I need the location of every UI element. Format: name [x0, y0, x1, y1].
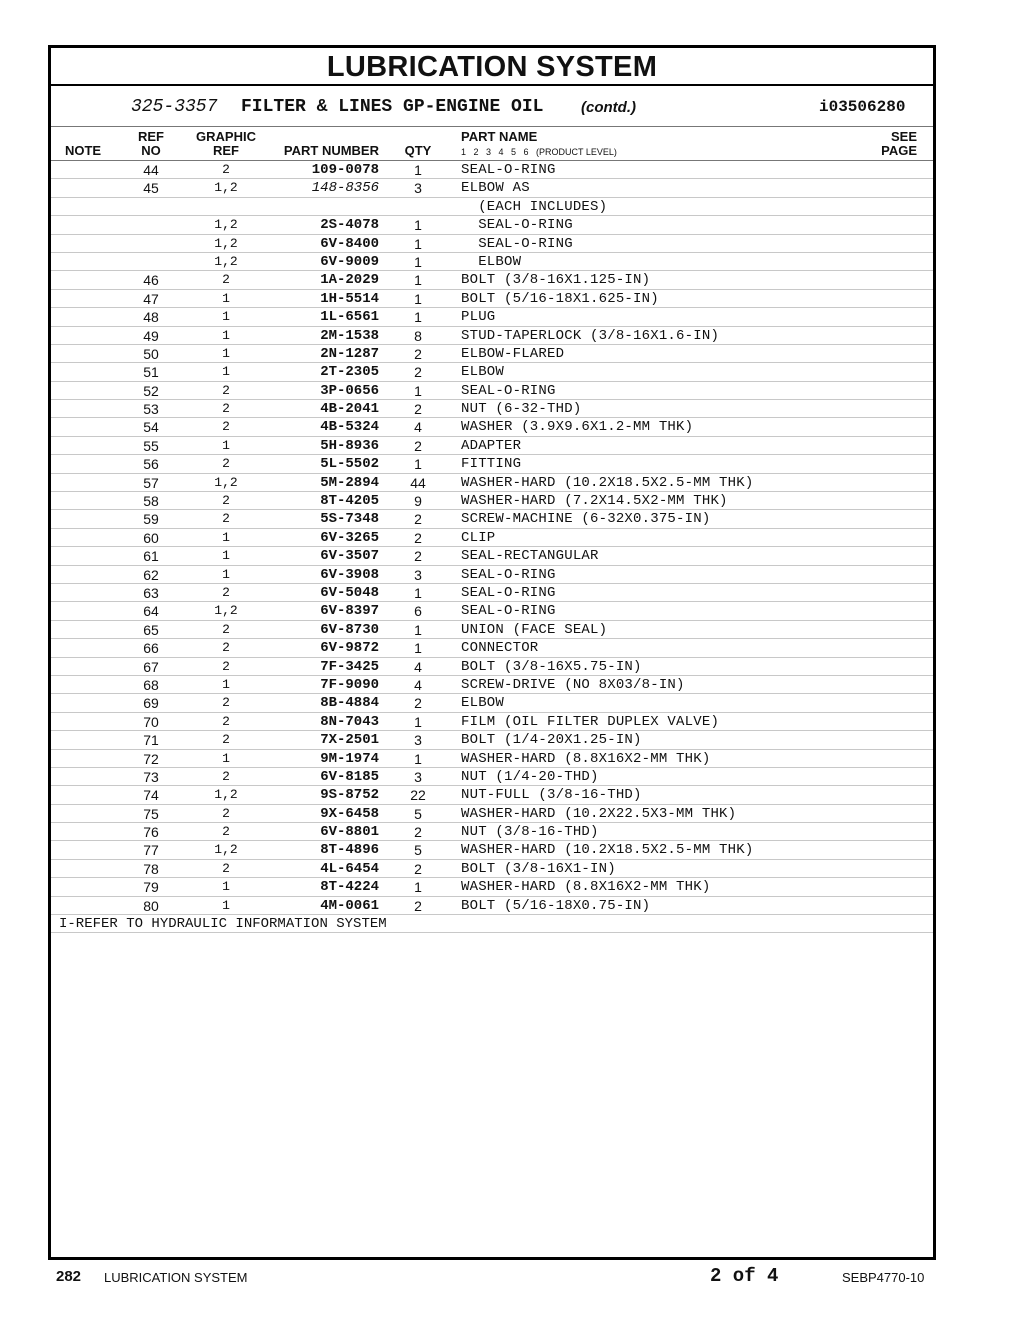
table-row — [51, 676, 933, 694]
table-row — [51, 768, 933, 786]
cell-qty: 8 — [414, 327, 422, 344]
cell-ref-no: 67 — [143, 658, 159, 675]
cell-part-number: 5L-5502 — [320, 456, 379, 473]
cell-part-name: FITTING — [461, 456, 522, 473]
cell-qty: 2 — [414, 897, 422, 914]
cell-part-name: ELBOW — [461, 253, 522, 270]
cell-part-name: WASHER-HARD (10.2X22.5X3-MM THK) — [461, 805, 737, 822]
cell-part-number: 6V-3507 — [320, 548, 379, 565]
cell-qty: 1 — [414, 621, 422, 638]
table-header — [51, 127, 933, 161]
footer-doc-id: SEBP4770-10 — [842, 1270, 925, 1285]
cell-part-name: NUT (1/4-20-THD) — [461, 768, 599, 785]
cell-part-number: 6V-8400 — [320, 235, 379, 252]
table-row — [51, 750, 933, 768]
table-row — [51, 179, 933, 197]
cell-part-number: 1A-2029 — [320, 272, 379, 289]
cell-part-number: 1L-6561 — [320, 309, 379, 326]
cell-graphic-ref: 2 — [222, 860, 230, 876]
col-graphic-header-2: REF — [213, 143, 239, 158]
footnote: I-REFER TO HYDRAULIC INFORMATION SYSTEM — [51, 915, 933, 933]
cell-ref-no: 73 — [143, 768, 159, 785]
table-row — [51, 363, 933, 381]
cell-part-name: ADAPTER — [461, 437, 522, 454]
cell-graphic-ref: 2 — [222, 584, 230, 600]
cell-graphic-ref: 2 — [222, 640, 230, 656]
cell-graphic-ref: 1,2 — [214, 180, 238, 196]
cell-ref-no: 64 — [143, 603, 159, 620]
cell-part-number: 9X-6458 — [320, 805, 379, 822]
cell-part-number: 3P-0656 — [320, 382, 379, 399]
cell-ref-no: 50 — [143, 345, 159, 362]
cell-qty: 6 — [414, 603, 422, 620]
group-header — [51, 86, 933, 127]
cell-ref-no: 45 — [143, 180, 159, 197]
cell-part-number: 7X-2501 — [320, 732, 379, 749]
cell-part-name: SEAL-O-RING — [461, 162, 556, 178]
cell-part-name: WASHER-HARD (8.8X16X2-MM THK) — [461, 750, 711, 767]
cell-graphic-ref: 1 — [222, 327, 230, 343]
cell-qty: 2 — [414, 824, 422, 841]
cell-qty: 44 — [410, 474, 426, 491]
group-id: i03506280 — [819, 98, 906, 116]
table-row — [51, 253, 933, 271]
table-row — [51, 566, 933, 584]
table-row — [51, 271, 933, 289]
cell-ref-no: 58 — [143, 493, 159, 510]
table-row — [51, 216, 933, 234]
cell-part-number: 6V-8185 — [320, 768, 379, 785]
cell-part-number: 2M-1538 — [320, 327, 379, 344]
cell-part-number: 6V-5048 — [320, 584, 379, 601]
table-row — [51, 418, 933, 436]
table-row — [51, 510, 933, 528]
table-row — [51, 658, 933, 676]
cell-part-name: ELBOW — [461, 364, 505, 381]
cell-graphic-ref: 1 — [222, 750, 230, 766]
cell-part-number: 8T-4896 — [320, 842, 379, 859]
cell-qty: 1 — [414, 217, 422, 234]
cell-graphic-ref: 1 — [222, 529, 230, 545]
cell-part-number: 2T-2305 — [320, 364, 379, 381]
cell-part-name: ELBOW-FLARED — [461, 345, 565, 362]
cell-qty: 1 — [414, 750, 422, 767]
group-number: 325-3357 — [131, 97, 218, 117]
cell-part-name: BOLT (5/16-18X1.625-IN) — [461, 290, 659, 307]
cell-part-number: 6V-9872 — [320, 640, 379, 657]
cell-part-number: 4B-2041 — [320, 401, 379, 418]
cell-part-name: WASHER-HARD (10.2X18.5X2.5-MM THK) — [461, 474, 754, 491]
cell-qty: 2 — [414, 364, 422, 381]
cell-ref-no: 60 — [143, 529, 159, 546]
cell-part-number: 4M-0061 — [320, 897, 379, 914]
cell-part-number: 7F-9090 — [320, 676, 379, 693]
cell-part-number: 9S-8752 — [320, 787, 379, 804]
table-row — [51, 382, 933, 400]
cell-qty: 3 — [414, 566, 422, 583]
cell-ref-no: 51 — [143, 364, 159, 381]
cell-qty: 2 — [414, 511, 422, 528]
cell-qty: 1 — [414, 272, 422, 289]
cell-part-name: BOLT (1/4-20X1.25-IN) — [461, 732, 642, 749]
cell-part-number: 6V-8801 — [320, 824, 379, 841]
cell-ref-no: 53 — [143, 401, 159, 418]
cell-graphic-ref: 2 — [222, 511, 230, 527]
cell-part-name: CONNECTOR — [461, 640, 539, 657]
table-row — [51, 823, 933, 841]
cell-part-name: WASHER-HARD (10.2X18.5X2.5-MM THK) — [461, 842, 754, 859]
cell-part-number: 5H-8936 — [320, 437, 379, 454]
cell-ref-no: 52 — [143, 382, 159, 399]
cell-ref-no: 72 — [143, 750, 159, 767]
cell-graphic-ref: 2 — [222, 419, 230, 435]
cell-graphic-ref: 2 — [222, 621, 230, 637]
cell-qty: 1 — [414, 290, 422, 307]
parts-page-frame — [48, 45, 936, 1260]
cell-part-number: 5S-7348 — [320, 511, 379, 528]
cell-graphic-ref: 2 — [222, 695, 230, 711]
col-see-page-header-2: PAGE — [881, 143, 917, 158]
cell-ref-no: 77 — [143, 842, 159, 859]
cell-part-number: 8T-4205 — [320, 493, 379, 510]
cell-qty: 1 — [414, 879, 422, 896]
cell-qty: 1 — [414, 640, 422, 657]
cell-part-number: 8B-4884 — [320, 695, 379, 712]
cell-graphic-ref: 1 — [222, 548, 230, 564]
cell-qty: 4 — [414, 658, 422, 675]
cell-part-number: 6V-3265 — [320, 529, 379, 546]
cell-part-name: ELBOW AS — [461, 180, 530, 197]
cell-part-number: 8T-4224 — [320, 879, 379, 896]
table-row — [51, 841, 933, 859]
table-row — [51, 474, 933, 492]
cell-qty: 4 — [414, 676, 422, 693]
cell-qty: 1 — [414, 713, 422, 730]
table-row — [51, 492, 933, 510]
table-row — [51, 878, 933, 896]
cell-graphic-ref: 1,2 — [214, 217, 238, 233]
cell-part-number: 8N-7043 — [320, 713, 379, 730]
table-row — [51, 437, 933, 455]
table-row — [51, 805, 933, 823]
cell-graphic-ref: 2 — [222, 162, 230, 177]
cell-part-number: 148-8356 — [311, 180, 379, 197]
col-graphic-header-1: GRAPHIC — [196, 129, 256, 144]
cell-qty: 1 — [414, 235, 422, 252]
cell-ref-no: 63 — [143, 584, 159, 601]
cell-ref-no: 56 — [143, 456, 159, 473]
table-row — [51, 713, 933, 731]
cell-part-number: 2S-4078 — [320, 217, 379, 234]
cell-part-name: WASHER-HARD (8.8X16X2-MM THK) — [461, 879, 711, 896]
cell-qty: 2 — [414, 437, 422, 454]
cell-ref-no: 69 — [143, 695, 159, 712]
cell-part-name: SCREW-DRIVE (NO 8X03/8-IN) — [461, 676, 685, 693]
cell-ref-no: 54 — [143, 419, 159, 436]
table-row — [51, 897, 933, 915]
cell-part-name: WASHER-HARD (7.2X14.5X2-MM THK) — [461, 493, 728, 510]
col-qty-header: QTY — [404, 143, 432, 158]
cell-graphic-ref: 2 — [222, 401, 230, 417]
cell-part-name: BOLT (3/8-16X1.125-IN) — [461, 272, 651, 289]
cell-graphic-ref: 1,2 — [214, 842, 238, 858]
cell-ref-no: 66 — [143, 640, 159, 657]
col-part-name-header: PART NAME — [461, 129, 538, 144]
cell-ref-no: 68 — [143, 676, 159, 693]
cell-part-name: SCREW-MACHINE (6-32X0.375-IN) — [461, 511, 711, 528]
cell-ref-no: 65 — [143, 621, 159, 638]
table-row — [51, 235, 933, 253]
cell-graphic-ref: 1,2 — [214, 253, 238, 269]
cell-part-name: CLIP — [461, 529, 496, 546]
cell-part-name: SEAL-O-RING — [461, 603, 556, 620]
table-row — [51, 308, 933, 326]
cell-part-name: STUD-TAPERLOCK (3/8-16X1.6-IN) — [461, 327, 720, 344]
cell-part-name: SEAL-RECTANGULAR — [461, 548, 599, 565]
cell-qty: 3 — [414, 732, 422, 749]
table-row — [51, 621, 933, 639]
cell-qty: 2 — [414, 695, 422, 712]
cell-graphic-ref: 1 — [222, 566, 230, 582]
cell-part-name: BOLT (5/16-18X0.75-IN) — [461, 897, 651, 914]
group-name: FILTER & LINES GP-ENGINE OIL — [241, 97, 544, 117]
cell-part-name: SEAL-O-RING — [461, 584, 556, 601]
cell-part-name: NUT (6-32-THD) — [461, 401, 582, 418]
cell-part-name: (EACH INCLUDES) — [461, 198, 608, 215]
table-row — [51, 694, 933, 712]
col-see-page-header-1: SEE — [890, 129, 917, 144]
cell-ref-no: 62 — [143, 566, 159, 583]
cell-ref-no: 76 — [143, 824, 159, 841]
cell-ref-no: 48 — [143, 309, 159, 326]
table-row — [51, 602, 933, 620]
cell-part-number: 6V-8397 — [320, 603, 379, 620]
group-contd: (contd.) — [581, 99, 636, 116]
cell-part-name: SEAL-O-RING — [461, 382, 556, 399]
cell-ref-no: 75 — [143, 805, 159, 822]
cell-part-name: SEAL-O-RING — [461, 217, 573, 234]
cell-part-number: 1H-5514 — [320, 290, 379, 307]
cell-ref-no: 49 — [143, 327, 159, 344]
cell-qty: 9 — [414, 493, 422, 510]
cell-qty: 1 — [414, 382, 422, 399]
cell-graphic-ref: 2 — [222, 805, 230, 821]
cell-ref-no: 47 — [143, 290, 159, 307]
cell-part-number: 4L-6454 — [320, 860, 379, 877]
cell-graphic-ref: 2 — [222, 382, 230, 398]
product-level-header: 1 2 3 4 5 6 (PRODUCT LEVEL) — [461, 147, 617, 157]
cell-qty: 1 — [414, 253, 422, 270]
col-ref-header-2: NO — [141, 143, 161, 158]
col-note-header: NOTE — [64, 143, 102, 158]
cell-part-name: FILM (OIL FILTER DUPLEX VALVE) — [461, 713, 720, 730]
cell-qty: 1 — [414, 162, 422, 178]
cell-graphic-ref: 2 — [222, 713, 230, 729]
cell-ref-no: 79 — [143, 879, 159, 896]
cell-ref-no: 74 — [143, 787, 159, 804]
cell-part-name: NUT (3/8-16-THD) — [461, 824, 599, 841]
cell-part-number: 4B-5324 — [320, 419, 379, 436]
cell-qty: 4 — [414, 419, 422, 436]
cell-ref-no: 46 — [143, 272, 159, 289]
cell-qty: 2 — [414, 529, 422, 546]
cell-qty: 5 — [414, 842, 422, 859]
table-row — [51, 198, 933, 216]
cell-ref-no: 55 — [143, 437, 159, 454]
footer-section: LUBRICATION SYSTEM — [104, 1270, 248, 1285]
cell-graphic-ref: 2 — [222, 658, 230, 674]
cell-ref-no: 61 — [143, 548, 159, 565]
cell-part-name: ELBOW — [461, 695, 505, 712]
cell-part-number: 9M-1974 — [320, 750, 379, 767]
cell-ref-no: 78 — [143, 860, 159, 877]
cell-graphic-ref: 2 — [222, 493, 230, 509]
cell-graphic-ref: 1 — [222, 364, 230, 380]
page-footer — [0, 1262, 1020, 1292]
parts-table-body — [51, 161, 933, 933]
col-part-number-header: PART NUMBER — [283, 143, 379, 158]
cell-qty: 5 — [414, 805, 422, 822]
cell-qty: 1 — [414, 456, 422, 473]
cell-part-number: 5M-2894 — [320, 474, 379, 491]
cell-ref-no: 57 — [143, 474, 159, 491]
cell-qty: 2 — [414, 860, 422, 877]
cell-graphic-ref: 1 — [222, 879, 230, 895]
cell-graphic-ref: 2 — [222, 768, 230, 784]
table-row — [51, 345, 933, 363]
cell-qty: 3 — [414, 180, 422, 197]
cell-graphic-ref: 2 — [222, 732, 230, 748]
cell-part-name: UNION (FACE SEAL) — [461, 621, 608, 638]
cell-qty: 2 — [414, 401, 422, 418]
cell-part-number: 109-0078 — [311, 162, 379, 178]
cell-part-number: 6V-8730 — [320, 621, 379, 638]
cell-graphic-ref: 1 — [222, 290, 230, 306]
cell-ref-no: 44 — [143, 162, 159, 178]
cell-qty: 1 — [414, 309, 422, 326]
table-row — [51, 290, 933, 308]
table-row — [51, 529, 933, 547]
cell-graphic-ref: 1 — [222, 676, 230, 692]
cell-part-name: SEAL-O-RING — [461, 235, 573, 252]
table-row — [51, 400, 933, 418]
cell-part-name: BOLT (3/8-16X5.75-IN) — [461, 658, 642, 675]
cell-part-name: PLUG — [461, 309, 496, 326]
table-row — [51, 327, 933, 345]
page-title: LUBRICATION SYSTEM — [51, 48, 933, 86]
cell-qty: 22 — [410, 787, 426, 804]
table-row — [51, 860, 933, 878]
cell-graphic-ref: 1,2 — [214, 235, 238, 251]
cell-part-number: 6V-9009 — [320, 253, 379, 270]
cell-part-number: 6V-3908 — [320, 566, 379, 583]
cell-graphic-ref: 2 — [222, 272, 230, 288]
cell-ref-no: 70 — [143, 713, 159, 730]
table-row — [51, 455, 933, 473]
cell-part-name: NUT-FULL (3/8-16-THD) — [461, 787, 642, 804]
cell-graphic-ref: 1,2 — [214, 603, 238, 619]
table-row — [51, 161, 933, 179]
cell-graphic-ref: 2 — [222, 456, 230, 472]
cell-qty: 3 — [414, 768, 422, 785]
cell-part-number: 7F-3425 — [320, 658, 379, 675]
table-row — [51, 584, 933, 602]
col-ref-header-1: REF — [138, 129, 164, 144]
cell-ref-no: 80 — [143, 897, 159, 914]
cell-graphic-ref: 2 — [222, 824, 230, 840]
cell-graphic-ref: 1 — [222, 437, 230, 453]
cell-qty: 2 — [414, 345, 422, 362]
cell-part-number: 2N-1287 — [320, 345, 379, 362]
footer-page-of: 2 of 4 — [710, 1265, 779, 1287]
cell-graphic-ref: 1 — [222, 345, 230, 361]
table-row — [51, 731, 933, 749]
cell-graphic-ref: 1,2 — [214, 474, 238, 490]
cell-graphic-ref: 1 — [222, 897, 230, 913]
cell-ref-no: 59 — [143, 511, 159, 528]
table-row — [51, 547, 933, 565]
cell-part-name: BOLT (3/8-16X1-IN) — [461, 860, 616, 877]
cell-part-name: SEAL-O-RING — [461, 566, 556, 583]
table-row — [51, 786, 933, 804]
cell-qty: 2 — [414, 548, 422, 565]
table-row — [51, 639, 933, 657]
footer-page-number: 282 — [56, 1268, 82, 1285]
cell-graphic-ref: 1,2 — [214, 787, 238, 803]
cell-graphic-ref: 1 — [222, 309, 230, 325]
cell-ref-no: 71 — [143, 732, 159, 749]
cell-qty: 1 — [414, 584, 422, 601]
cell-part-name: WASHER (3.9X9.6X1.2-MM THK) — [461, 419, 694, 436]
